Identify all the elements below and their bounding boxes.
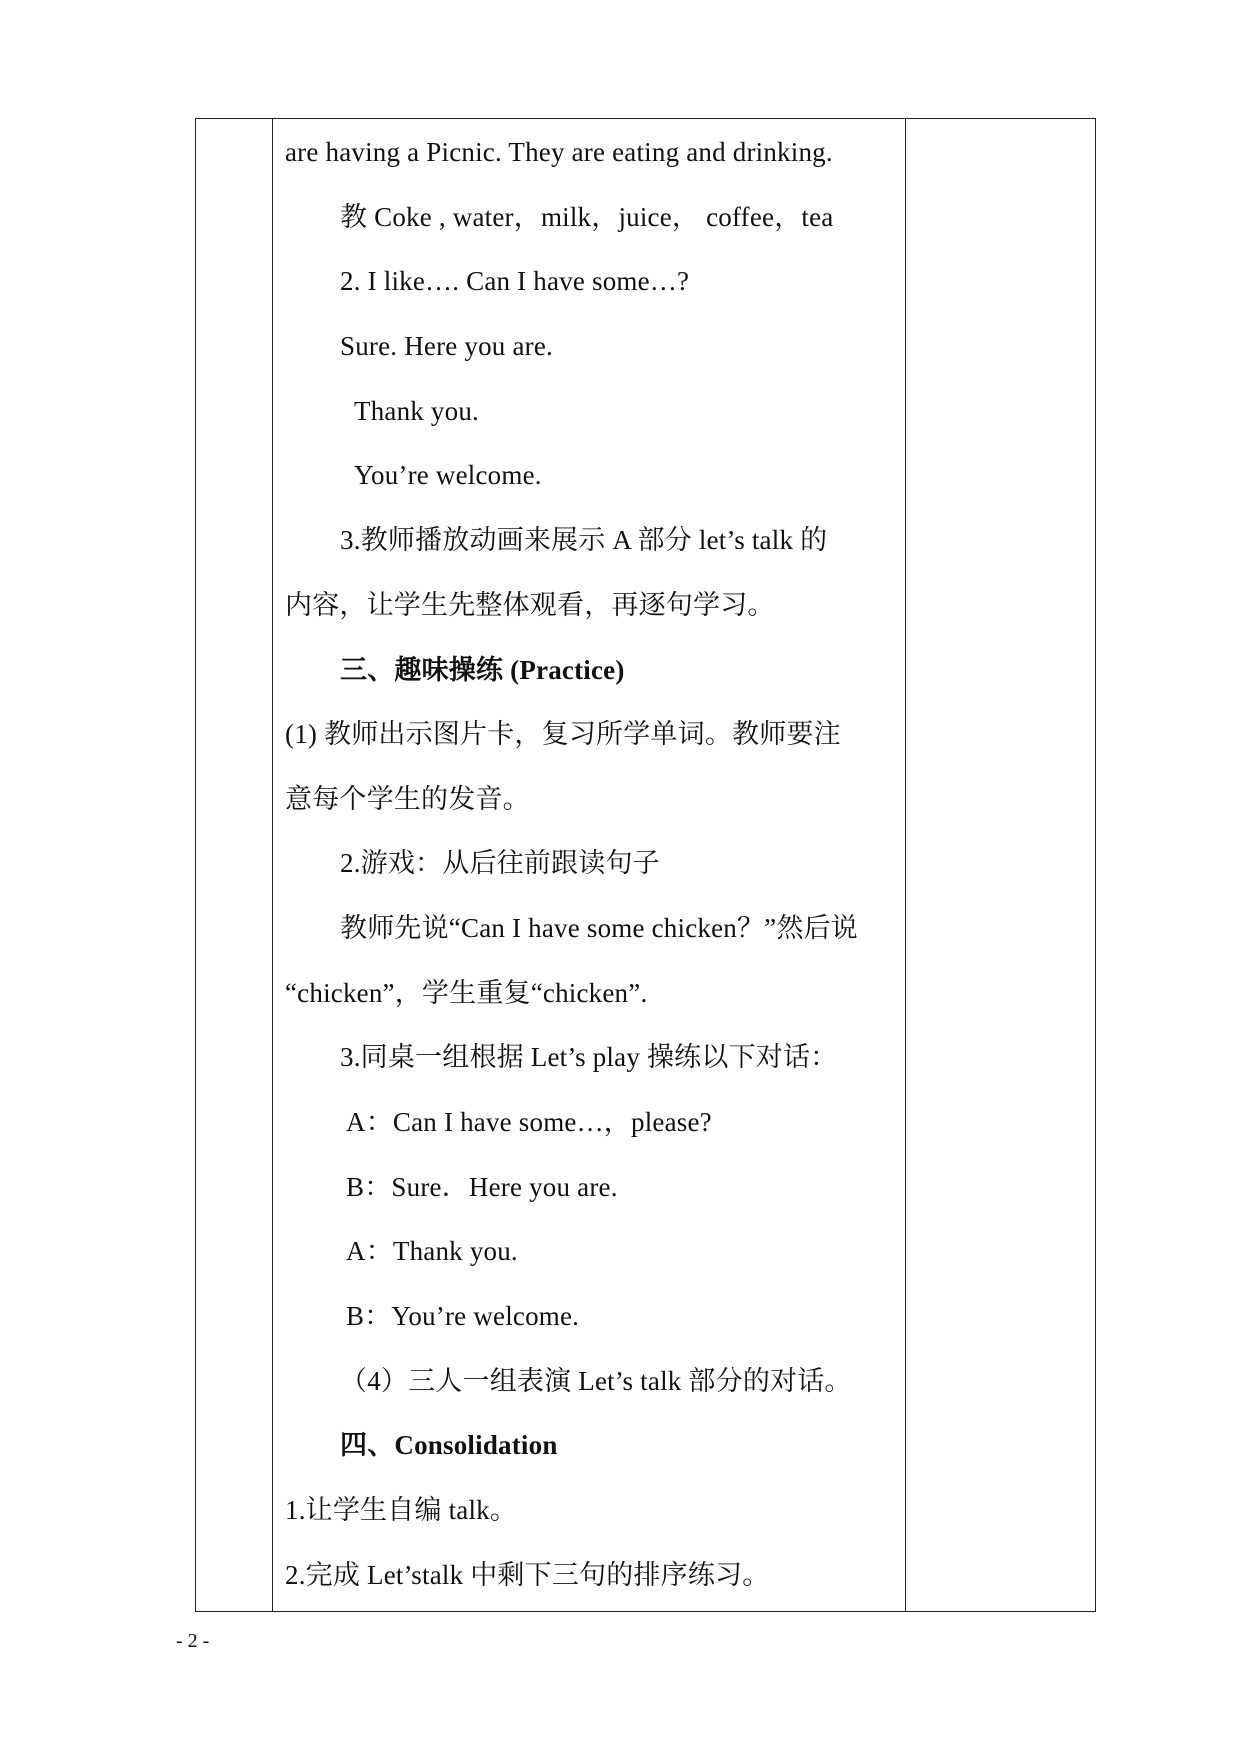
text-line-6: You’re welcome. (354, 460, 542, 490)
section-heading-consolidation: 四、Consolidation (340, 1430, 558, 1460)
text-line-13: 教师先说“Can I have some chicken？”然后说 (340, 913, 858, 943)
text-line-15: 3.同桌一组根据 Let’s play 操练以下对话： (340, 1042, 838, 1072)
text-line-1: are having a Picnic. They are eating and drinking. (285, 137, 833, 167)
page-number: - 2 - (176, 1630, 210, 1652)
text-line-11: 意每个学生的发音。 (285, 784, 530, 814)
text-line-3: 2. I like…. Can I have some…? (340, 266, 690, 296)
text-line-12: 2.游戏：从后往前跟读句子 (340, 848, 660, 878)
left-column-cell (196, 119, 273, 1611)
section-heading-practice: 三、趣味操练 (Practice) (340, 655, 625, 685)
text-line-14: “chicken”，学生重复“chicken”. (285, 978, 648, 1008)
right-column-cell (905, 119, 1095, 1611)
text-line-8: 内容，让学生先整体观看，再逐句学习。 (285, 590, 775, 620)
dialogue-line-a2: A：Thank you. (346, 1236, 518, 1266)
text-line-22: 1.让学生自编 talk。 (285, 1495, 518, 1525)
dialogue-line-b1: B：Sure．Here you are. (346, 1172, 618, 1202)
text-line-2: 教 Coke , water，milk，juice， coffee，tea (340, 202, 834, 232)
dialogue-line-a1: A：Can I have some…，please? (346, 1107, 712, 1137)
main-content-cell (274, 119, 906, 1611)
text-line-4: Sure. Here you are. (340, 331, 553, 361)
text-line-20: （4）三人一组表演 Let’s talk 部分的对话。 (340, 1366, 852, 1396)
text-line-10: (1) 教师出示图片卡，复习所学单词。教师要注 (285, 719, 841, 749)
text-line-23: 2.完成 Let’stalk 中剩下三句的排序练习。 (285, 1560, 770, 1590)
dialogue-line-b2: B：You’re welcome. (346, 1301, 580, 1331)
text-line-7: 3.教师播放动画来展示 A 部分 let’s talk 的 (340, 525, 828, 555)
text-line-5: Thank you. (354, 396, 479, 426)
lesson-table (195, 118, 1096, 1612)
